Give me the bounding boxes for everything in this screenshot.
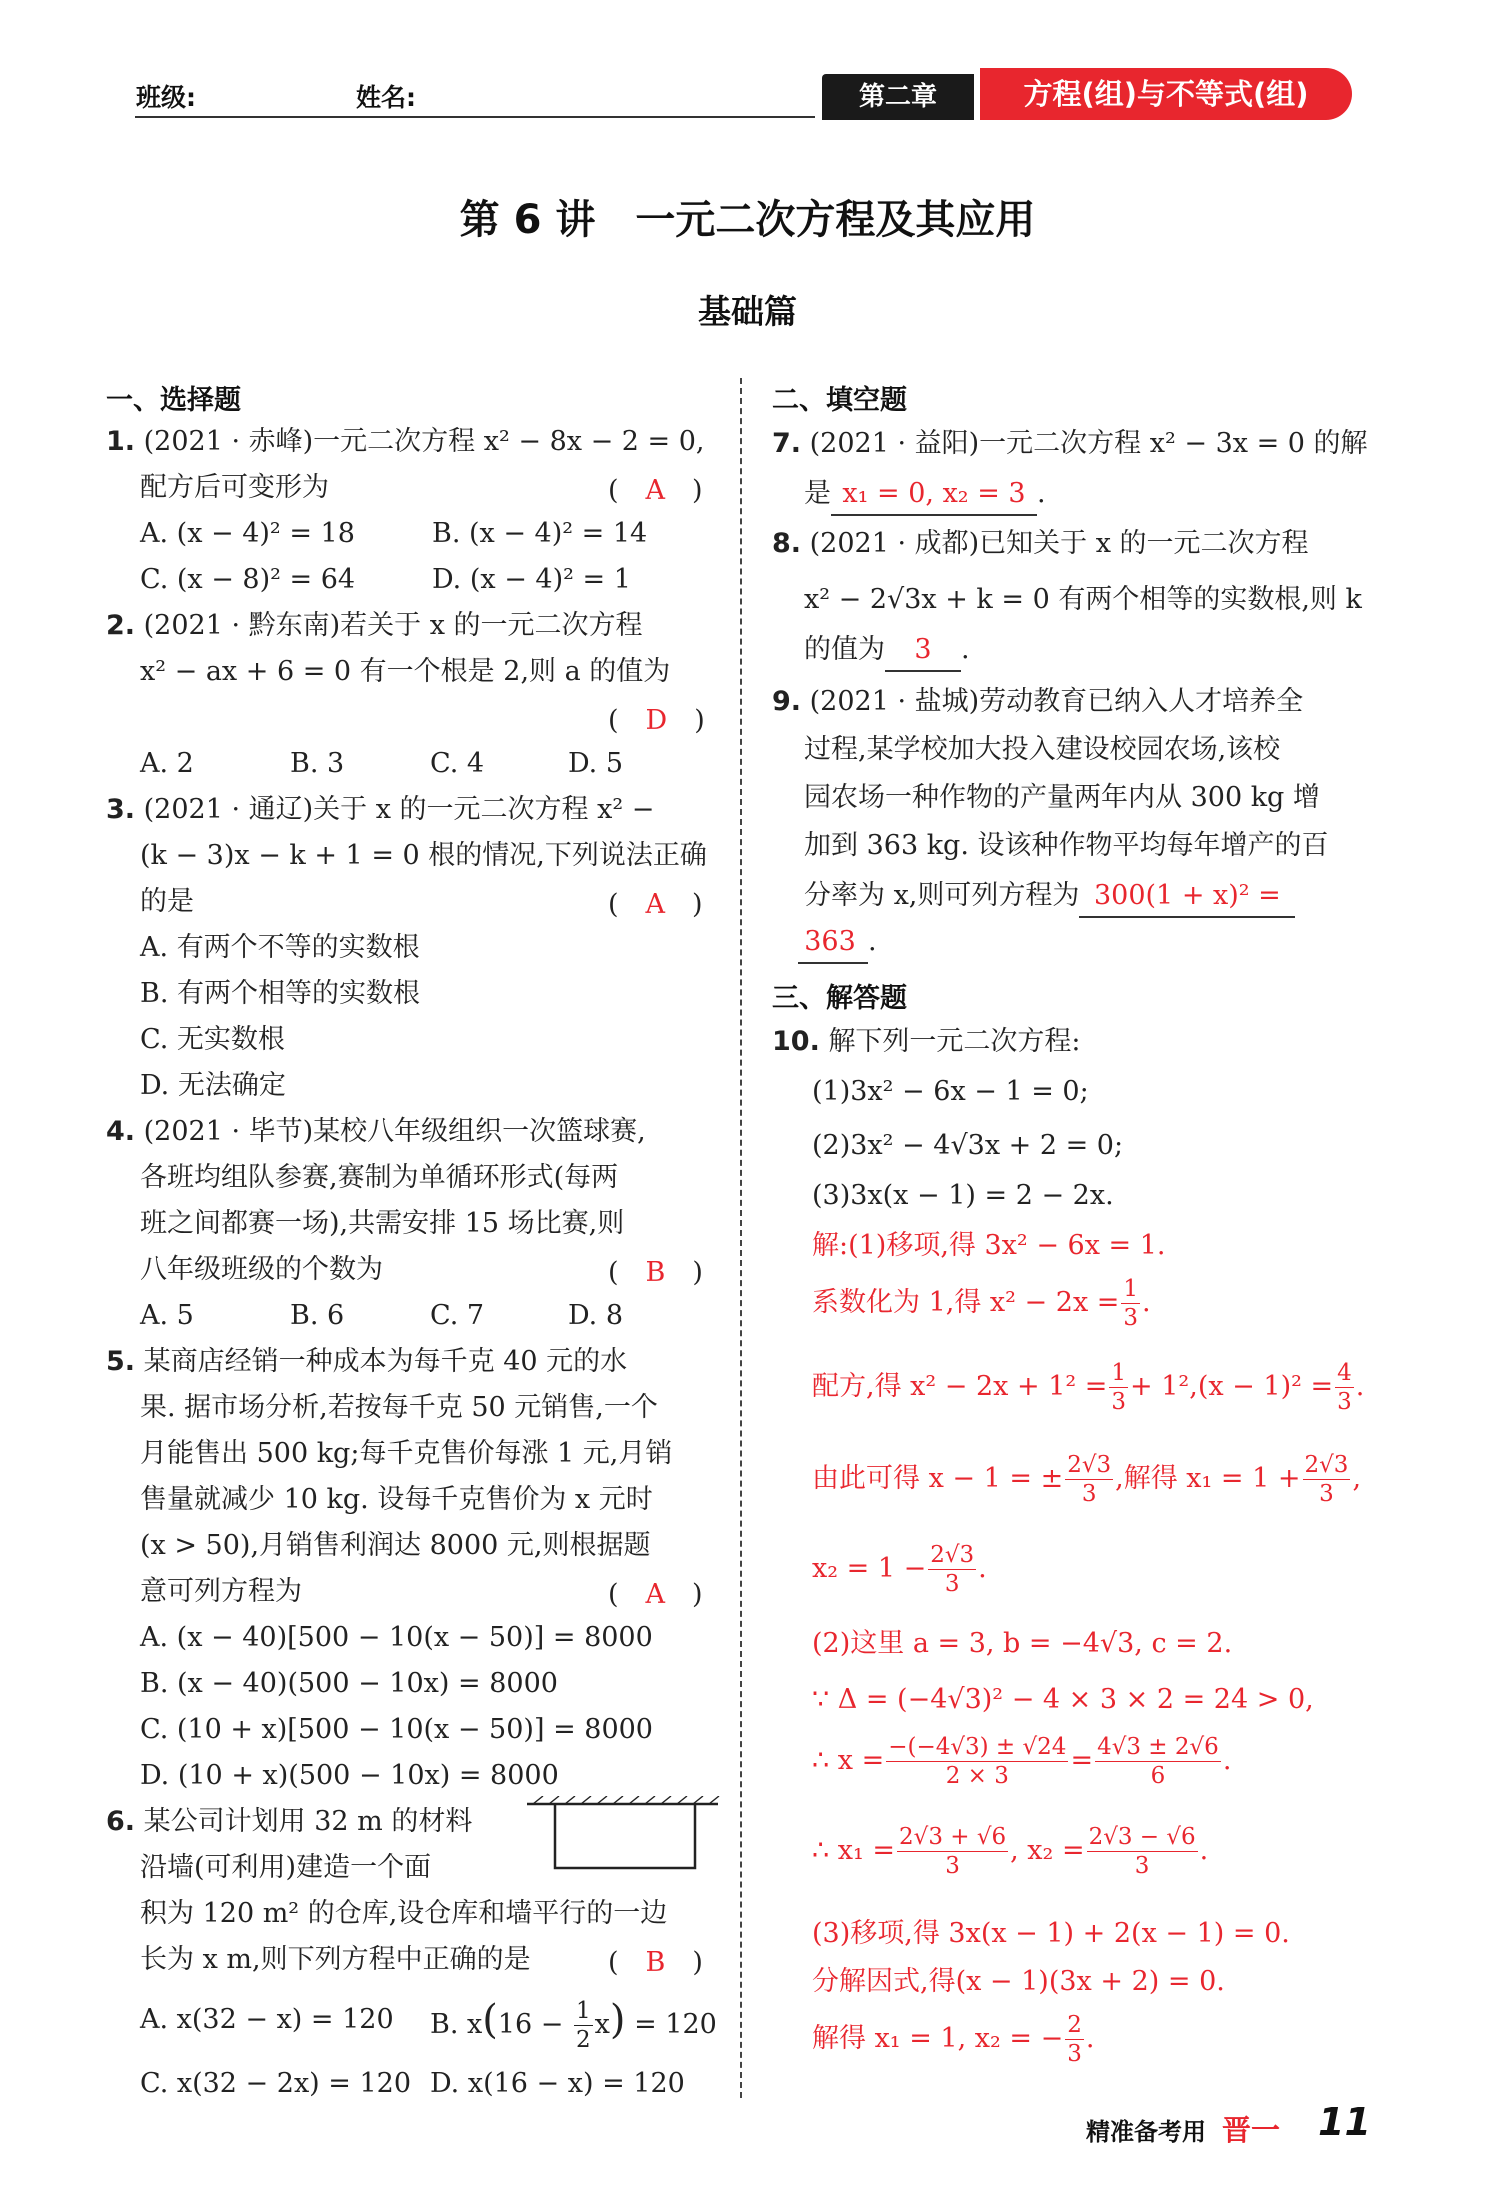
fraction: $\frac{4√3 \pm 2√6}{6}$ xyxy=(1097,1734,1219,1789)
q5-option-c: C. (10 + x)[500 − 10(x − 50)] = 8000 xyxy=(140,1714,653,1745)
q8-text3-pre: 的值为 xyxy=(804,634,885,665)
q5-option-d: D. (10 + x)(500 − 10x) = 8000 xyxy=(140,1760,559,1791)
q8-number: 8. xyxy=(772,528,802,559)
q7-text2-pre: 是 xyxy=(804,478,831,509)
q6-text2: 沿墙(可利用)建造一个面 xyxy=(140,1852,432,1883)
q3-option-c: C. 无实数根 xyxy=(140,1024,285,1055)
q9-text3: 园农场一种作物的产量两年内从 300 kg 增 xyxy=(804,782,1320,813)
solution-step3: 配方,得 x² − 2x + 1² = $\frac{1}{3}$ + 1²,(x − 1)² = $\frac{4}{3}$ . xyxy=(812,1360,1365,1415)
q9-text4: 加到 363 kg. 设该种作物平均每年增产的百 xyxy=(804,830,1329,861)
q2-number: 2. xyxy=(106,610,136,641)
q3-text1: (2021 · 通辽)关于 x 的一元二次方程 x² − xyxy=(143,794,655,825)
q7-number: 7. xyxy=(772,428,802,459)
q5-text3: 月能售出 500 kg;每千克售价每涨 1 元,月销 xyxy=(140,1438,673,1469)
name-label: 姓名: xyxy=(356,83,416,112)
q9-line6 xyxy=(798,922,877,964)
q3-answer-paren: ( A ) xyxy=(608,889,703,920)
q3-option-a: A. 有两个不等的实数根 xyxy=(140,932,420,963)
q6-line1 xyxy=(106,1802,472,1842)
q6-option-b: B. x(16 − $\frac{1}{2}$ x) = 120 xyxy=(430,1997,717,2053)
solution-step5: x₂ = 1 − $\frac{2√3}{3}$ . xyxy=(812,1542,987,1597)
q2-line1 xyxy=(106,606,643,646)
q2-text1: (2021 · 黔东南)若关于 x 的一元二次方程 xyxy=(143,610,643,641)
fraction: $\frac{2√3}{3}$ xyxy=(930,1542,975,1597)
header-rule xyxy=(135,116,815,118)
lesson-title: 第 6 讲 一元二次方程及其应用 xyxy=(459,197,1036,243)
q6-option-b-inner-b: x xyxy=(594,2009,610,2040)
q2-option-d: D. 5 xyxy=(568,748,624,779)
q8-line3 xyxy=(804,630,970,672)
q6-answer: B xyxy=(645,1947,666,1978)
q9-text5-pre: 分率为 x,则可列方程为 xyxy=(804,880,1080,911)
q4-option-b: B. 6 xyxy=(290,1300,345,1331)
q6-option-b-prefix: B. x xyxy=(430,2009,483,2040)
q7-text1: (2021 · 益阳)一元二次方程 x² − 3x = 0 的解 xyxy=(809,428,1368,459)
q5-text5: (x > 50),月销售利润达 8000 元,则根据题 xyxy=(140,1530,651,1561)
q6-text4: 长为 x m,则下列方程中正确的是 xyxy=(140,1944,531,1975)
q9-text2: 过程,某学校加大投入建设校园农场,该校 xyxy=(804,734,1281,765)
q6-number: 6. xyxy=(106,1806,136,1837)
fraction: $\frac{4}{3}$ xyxy=(1337,1360,1352,1415)
q3-option-b: B. 有两个相等的实数根 xyxy=(140,978,421,1009)
q9-answer-blank-2: 363 xyxy=(798,922,868,964)
solution-step7: ∵ Δ = (−4√3)² − 4 × 3 × 2 = 24 > 0, xyxy=(812,1684,1314,1715)
q8-text1: (2021 · 成都)已知关于 x 的一元二次方程 xyxy=(809,528,1309,559)
q4-option-d: D. 8 xyxy=(568,1300,624,1331)
solution-step6: (2)这里 a = 3, b = −4√3, c = 2. xyxy=(812,1628,1233,1659)
solution-step9: ∴ x₁ = $\frac{2√3 + √6}{3}$ , x₂ = $\frac{2√3 - √6}{3}$ . xyxy=(812,1824,1209,1879)
q4-answer-paren: ( B ) xyxy=(608,1257,703,1288)
section-choice: 一、选择题 xyxy=(106,385,241,416)
q9-text1: (2021 · 盐城)劳动教育已纳入人才培养全 xyxy=(809,686,1304,717)
q2-text2: x² − ax + 6 = 0 有一个根是 2,则 a 的值为 xyxy=(140,656,671,687)
fraction: $\frac{2√3}{3}$ xyxy=(1067,1452,1112,1507)
q8-line1 xyxy=(772,524,1309,564)
q5-text1: 某商店经销一种成本为每千克 40 元的水 xyxy=(143,1346,628,1377)
q6-option-d: D. x(16 − x) = 120 xyxy=(430,2068,685,2099)
q7-line1 xyxy=(772,424,1368,464)
solution-step12: 解得 x₁ = 1, x₂ = − $\frac{2}{3}$ . xyxy=(812,2012,1095,2067)
q2-answer-paren: ( D ) xyxy=(608,705,705,736)
q3-line1 xyxy=(106,790,654,830)
column-divider xyxy=(740,378,742,2098)
warehouse-figure xyxy=(525,1796,720,1872)
q1-option-b: B. (x − 4)² = 14 xyxy=(432,518,648,549)
q6-option-b-fraction: $\frac{1}{2}$ xyxy=(576,1998,591,2053)
q5-option-a: A. (x − 40)[500 − 10(x − 50)] = 8000 xyxy=(140,1622,653,1653)
q3-option-d: D. 无法确定 xyxy=(140,1070,286,1101)
q1-line1 xyxy=(106,422,705,462)
q1-number: 1. xyxy=(106,426,136,457)
q3-answer: A xyxy=(645,889,666,920)
q5-option-b: B. (x − 40)(500 − 10x) = 8000 xyxy=(140,1668,558,1699)
q4-text4: 八年级班级的个数为 xyxy=(140,1254,383,1285)
q4-line1 xyxy=(106,1112,646,1152)
solution-step8: ∴ x = $\frac{-(-4√3) \pm √24}{2 \times 3}$ = $\frac{4√3 \pm 2√6}{6}$ . xyxy=(812,1734,1232,1789)
q3-text2: (k − 3)x − k + 1 = 0 根的情况,下列说法正确 xyxy=(140,840,707,871)
q10-eq3: (3)3x(x − 1) = 2 − 2x. xyxy=(812,1180,1114,1211)
q1-answer: A xyxy=(645,475,666,506)
q4-option-a: A. 5 xyxy=(140,1300,194,1331)
q6-option-c: C. x(32 − 2x) = 120 xyxy=(140,2068,412,2099)
q2-option-b: B. 3 xyxy=(290,748,345,779)
q6-option-b-suffix: = 120 xyxy=(634,2009,717,2040)
chapter-tab: 第二章 xyxy=(822,74,974,120)
section-fill: 二、填空题 xyxy=(772,385,907,416)
fraction: $\frac{-(-4√3) \pm √24}{2 \times 3}$ xyxy=(888,1734,1067,1789)
q1-option-a: A. (x − 4)² = 18 xyxy=(140,518,355,549)
part-title: 基础篇 xyxy=(698,292,797,331)
solution-step11: 分解因式,得(x − 1)(3x + 2) = 0. xyxy=(812,1966,1225,1997)
page-number: 11 xyxy=(1318,2100,1371,2144)
q9-line1 xyxy=(772,682,1303,722)
q1-answer-paren: ( A ) xyxy=(608,475,703,506)
q10-line1 xyxy=(772,1022,1081,1062)
q7-text2-post: . xyxy=(1037,478,1046,509)
q5-answer-paren: ( A ) xyxy=(608,1579,703,1610)
q9-text6-post: . xyxy=(868,926,877,957)
q5-line1 xyxy=(106,1342,627,1382)
q2-option-a: A. 2 xyxy=(140,748,194,779)
footer-book: 精准备考用 xyxy=(1086,2118,1206,2146)
q2-option-c: C. 4 xyxy=(430,748,485,779)
q1-option-c: C. (x − 8)² = 64 xyxy=(140,564,356,595)
chapter-title: 方程(组)与不等式(组) xyxy=(980,68,1352,120)
q4-text3: 班之间都赛一场),共需安排 15 场比赛,则 xyxy=(140,1208,625,1239)
q7-line2 xyxy=(804,474,1046,516)
q4-text2: 各班均组队参赛,赛制为单循环形式(每两 xyxy=(140,1162,619,1193)
footer-region: 晋一 xyxy=(1222,2113,1281,2147)
q5-text6: 意可列方程为 xyxy=(140,1576,302,1607)
class-label: 班级: xyxy=(136,83,196,112)
q6-option-b-inner-a: 16 − xyxy=(497,2009,564,2040)
q6-answer-paren: ( B ) xyxy=(608,1947,703,1978)
q6-text3: 积为 120 m² 的仓库,设仓库和墙平行的一边 xyxy=(140,1898,668,1929)
q9-answer-blank-1: 300(1 + x)² = xyxy=(1079,876,1295,918)
q8-text3-post: . xyxy=(961,634,970,665)
q1-text2: 配方后可变形为 xyxy=(140,472,329,503)
q1-text1: (2021 · 赤峰)一元二次方程 x² − 8x − 2 = 0, xyxy=(143,426,705,457)
q4-answer: B xyxy=(645,1257,666,1288)
q4-text1: (2021 · 毕节)某校八年级组织一次篮球赛, xyxy=(143,1116,646,1147)
q8-text2: x² − 2√3x + k = 0 有两个相等的实数根,则 k xyxy=(804,584,1362,615)
fraction: $\frac{2√3 - √6}{3}$ xyxy=(1088,1824,1196,1879)
fraction: $\frac{2√3}{3}$ xyxy=(1304,1452,1349,1507)
q1-option-d: D. (x − 4)² = 1 xyxy=(432,564,631,595)
q4-number: 4. xyxy=(106,1116,136,1147)
solution-step4: 由此可得 x − 1 = ± $\frac{2√3}{3}$ ,解得 x₁ = 1 + $\frac{2√3}{3}$ , xyxy=(812,1452,1362,1507)
q5-number: 5. xyxy=(106,1346,136,1377)
q7-answer-blank: x₁ = 0, x₂ = 3 xyxy=(831,474,1037,516)
q2-answer: D xyxy=(645,705,668,736)
q3-text3: 的是 xyxy=(140,886,194,917)
q10-text1: 解下列一元二次方程: xyxy=(828,1026,1081,1057)
solution-step2: 系数化为 1,得 x² − 2x = $\frac{1}{3}$ . xyxy=(812,1276,1151,1331)
q9-number: 9. xyxy=(772,686,802,717)
fraction: $\frac{1}{3}$ xyxy=(1123,1276,1139,1331)
q10-number: 10. xyxy=(772,1026,820,1057)
fraction: $\frac{2}{3}$ xyxy=(1067,2012,1082,2067)
q6-text1: 某公司计划用 32 m 的材料 xyxy=(143,1806,473,1837)
fraction: $\frac{1}{3}$ xyxy=(1111,1360,1127,1415)
q5-text4: 售量就减少 10 kg. 设每千克售价为 x 元时 xyxy=(140,1484,653,1515)
q6-option-a: A. x(32 − x) = 120 xyxy=(140,2004,394,2035)
q8-answer-blank: 3 xyxy=(885,630,961,672)
q10-eq1: (1)3x² − 6x − 1 = 0; xyxy=(812,1076,1089,1107)
q5-answer: A xyxy=(645,1579,666,1610)
q5-text2: 果. 据市场分析,若按每千克 50 元销售,一个 xyxy=(140,1392,658,1423)
q10-eq2: (2)3x² − 4√3x + 2 = 0; xyxy=(812,1130,1124,1161)
section-answer: 三、解答题 xyxy=(772,983,907,1014)
q4-option-c: C. 7 xyxy=(430,1300,485,1331)
solution-step1: 解:(1)移项,得 3x² − 6x = 1. xyxy=(812,1230,1166,1261)
solution-step10: (3)移项,得 3x(x − 1) + 2(x − 1) = 0. xyxy=(812,1918,1290,1949)
fraction: $\frac{2√3 + √6}{3}$ xyxy=(899,1824,1007,1879)
q9-line5 xyxy=(804,876,1295,918)
q3-number: 3. xyxy=(106,794,136,825)
